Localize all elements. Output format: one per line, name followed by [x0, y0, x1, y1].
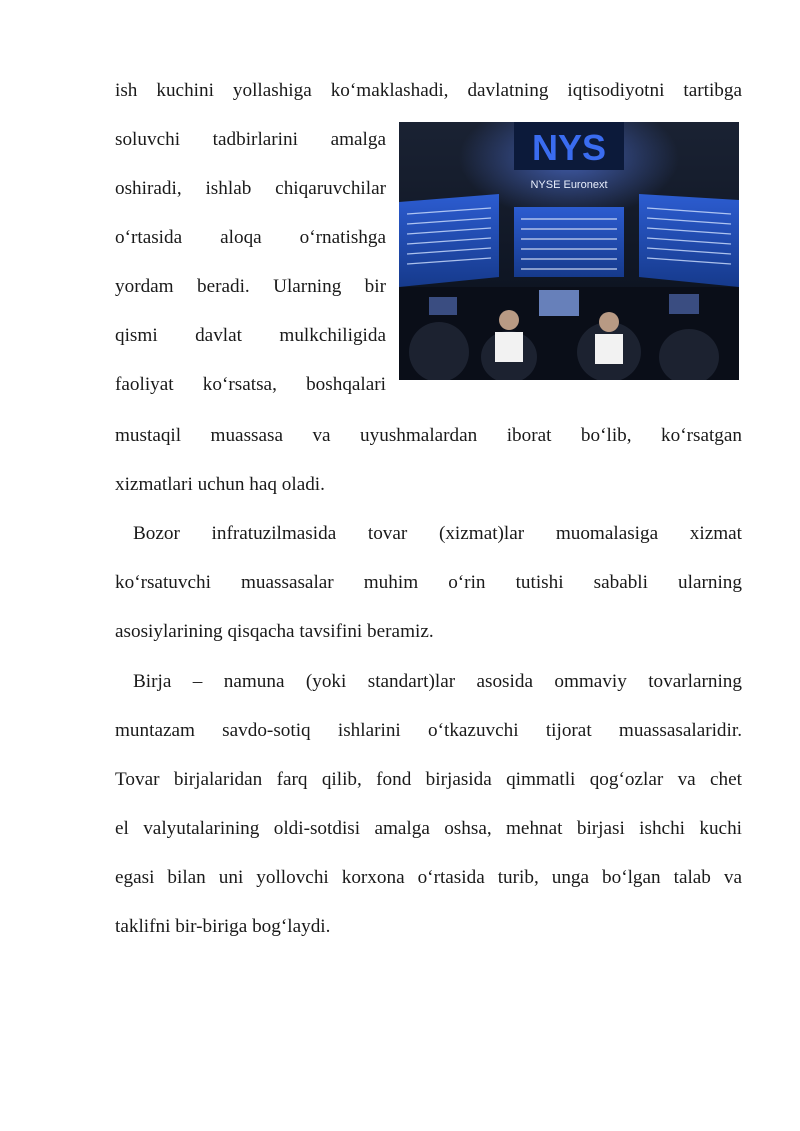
- wrapped-line: qismi davlat mulkchiligida: [115, 325, 386, 346]
- paragraph-line: taklifni bir-biriga bogʻlaydi.: [115, 916, 331, 937]
- paragraph-line: mustaqil muassasa va uyushmalardan iborat boʻlib, koʻrsatgan: [115, 425, 742, 446]
- paragraph-line: asosiylarining qisqacha tavsifini beramiz.: [115, 621, 434, 642]
- paragraph-line: muntazam savdo-sotiq ishlarini oʻtkazuvchi tijorat muassasalaridir.: [115, 720, 742, 741]
- wrapped-line: soluvchi tadbirlarini amalga: [115, 129, 386, 150]
- paragraph-line: el valyutalarining oldi-sotdisi amalga oshsa, mehnat birjasi ishchi kuchi: [115, 818, 742, 839]
- paragraph-line: xizmatlari uchun haq oladi.: [115, 474, 325, 495]
- wrapped-line: oʻrtasida aloqa oʻrnatishga: [115, 227, 386, 248]
- wrapped-line: oshiradi, ishlab chiqaruvchilar: [115, 178, 386, 199]
- nyse-subsign-text: NYSE Euronext: [530, 179, 608, 191]
- paragraph-line: Tovar birjalaridan farq qilib, fond birjasida qimmatli qogʻozlar va chet: [115, 769, 742, 790]
- paragraph-line: egasi bilan uni yollovchi korxona oʻrtasida turib, unga boʻlgan talab va: [115, 867, 742, 888]
- wrapped-line: yordam beradi. Ularning bir: [115, 276, 386, 297]
- paragraph-line: koʻrsatuvchi muassasalar muhim oʻrin tutishi sababli ularning: [115, 572, 742, 593]
- stock-exchange-photo: [399, 122, 739, 380]
- paragraph-line: ish kuchini yollashiga koʻmaklashadi, davlatning iqtisodiyotni tartibga: [115, 80, 742, 101]
- paragraph-line: Birja – namuna (yoki standart)lar asosida ommaviy tovarlarning: [133, 671, 742, 692]
- nyse-sign-text: NYS: [531, 127, 607, 168]
- paragraph-line: Bozor infratuzilmasida tovar (xizmat)lar muomalasiga xizmat: [133, 523, 742, 544]
- wrapped-line: faoliyat koʻrsatsa, boshqalari: [115, 374, 386, 395]
